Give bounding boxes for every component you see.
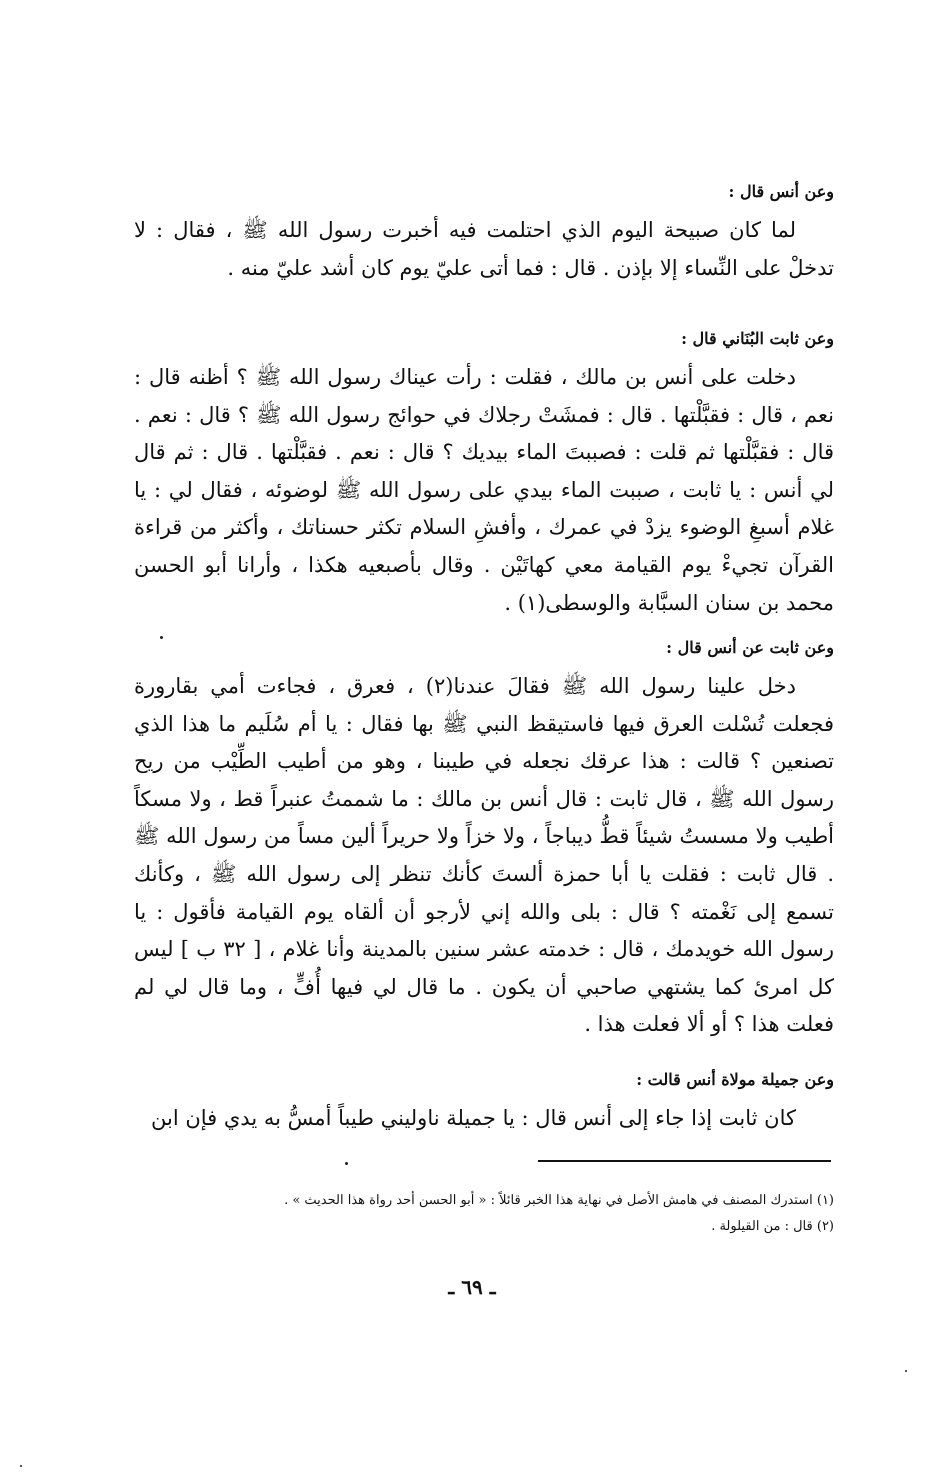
scan-speck	[20, 1465, 22, 1467]
section-paragraph: لما كان صبيحة اليوم الذي احتلمت فيه أخبرت رسول الله ﷺ ، فقال : لا تدخلْ على النِّساء إلا بإذن . قال : فما أتى عليّ يوم كان أشد عليّ منه .	[134, 218, 834, 280]
footnote-divider	[538, 1160, 831, 1162]
scan-speck	[160, 636, 163, 639]
section-heading: وعن ثابت عن أنس قال :	[666, 638, 834, 657]
section-jamila	[134, 1066, 834, 1138]
scan-speck	[905, 1370, 907, 1372]
section-heading: وعن جميلة مولاة أنس قالت :	[636, 1070, 834, 1089]
section-thabit-anas	[134, 634, 834, 1044]
section-heading: وعن ثابت البُنَاني قال :	[681, 329, 834, 348]
footnote-1: (١) استدرك المصنف في هامش الأصل في نهاية هذا الخبر قائلاً : « أبو الحسن أحد رواة هذا الحديث » .	[284, 1193, 834, 1208]
page-number: ـ ٦٩ ـ	[448, 1275, 496, 1299]
footnote-2: (٢) قال : من القيلولة .	[711, 1219, 834, 1234]
scan-speck	[345, 1162, 348, 1165]
section-heading: وعن أنس قال :	[728, 182, 834, 201]
footnotes	[134, 1188, 834, 1240]
section-anas-1	[134, 178, 834, 287]
section-paragraph: دخل علينا رسول الله ﷺ فقالَ عندنا(٢) ، فعرق ، فجاءت أمي بقارورة فجعلت تُسْلت العرق فيها فاستيقظ النبي ﷺ بها فقال : يا أم سُلَيم ما هذا الذي تصنعين ؟ قالت : هذا عرقك نجعله في طيبنا ، وهو من أطيب الطِّيْب من ريح رسول الله ﷺ ، قال ثابت : قال أنس بن مالك : ما شممتُ عنبراً قط ، ولا مسكاً أطيب ولا مسستُ شيئاً قطُّ ديباجاً ، ولا خزاً ولا حريراً ألين مساً من رسول الله ﷺ . قال ثابت : فقلت يا أبا حمزة ألستَ كأنك تنظر إلى رسول الله ﷺ ، وكأنك تسمع إلى نَغْمته ؟ قال : بلى والله إني لأرجو أن ألقاه يوم القيامة فأقول : يا رسول الله خويدمك ، قال : خدمته عشر سنين بالمدينة وأنا غلام ، [ ٣٢ ب ] ليس كل امرئ كما يشتهي صاحبي أن يكون . ما قال لي فيها أُفٍّ ، وما قال لي لم فعلت هذا ؟ أو ألا فعلت هذا .	[134, 674, 834, 1037]
section-paragraph: كان ثابت إذا جاء إلى أنس قال : يا جميلة ناوليني طيباً أمسُّ به يدي فإن ابن	[150, 1106, 796, 1130]
section-thabit-1	[134, 325, 834, 622]
section-paragraph: دخلت على أنس بن مالك ، فقلت : رأت عيناك رسول الله ﷺ ؟ أظنه قال : نعم ، قال : فقبَّلْتها . قال : فمشَتْ رجلاك في حوائج رسول الله ﷺ ؟ قال : نعم . قال : فقبَّلْتها ثم قلت : فصببتَ الماء بيديك ؟ قال : نعم . فقبَّلْتها . قال : ثم قال لي أنس : يا ثابت ، صببت الماء بيدي على رسول الله ﷺ لوضوئه ، فقال لي : يا غلام أسبغِ الوضوء يزدْ في عمرك ، وأفشِ السلام تكثر حسناتك ، وأكثر من قراءة القرآن تجيءْ يوم القيامة معي كهاتَيْن . وقال بأصبعيه هكذا ، وأرانا أبو الحسن محمد بن سنان السبَّابة والوسطى(١) .	[134, 365, 834, 615]
